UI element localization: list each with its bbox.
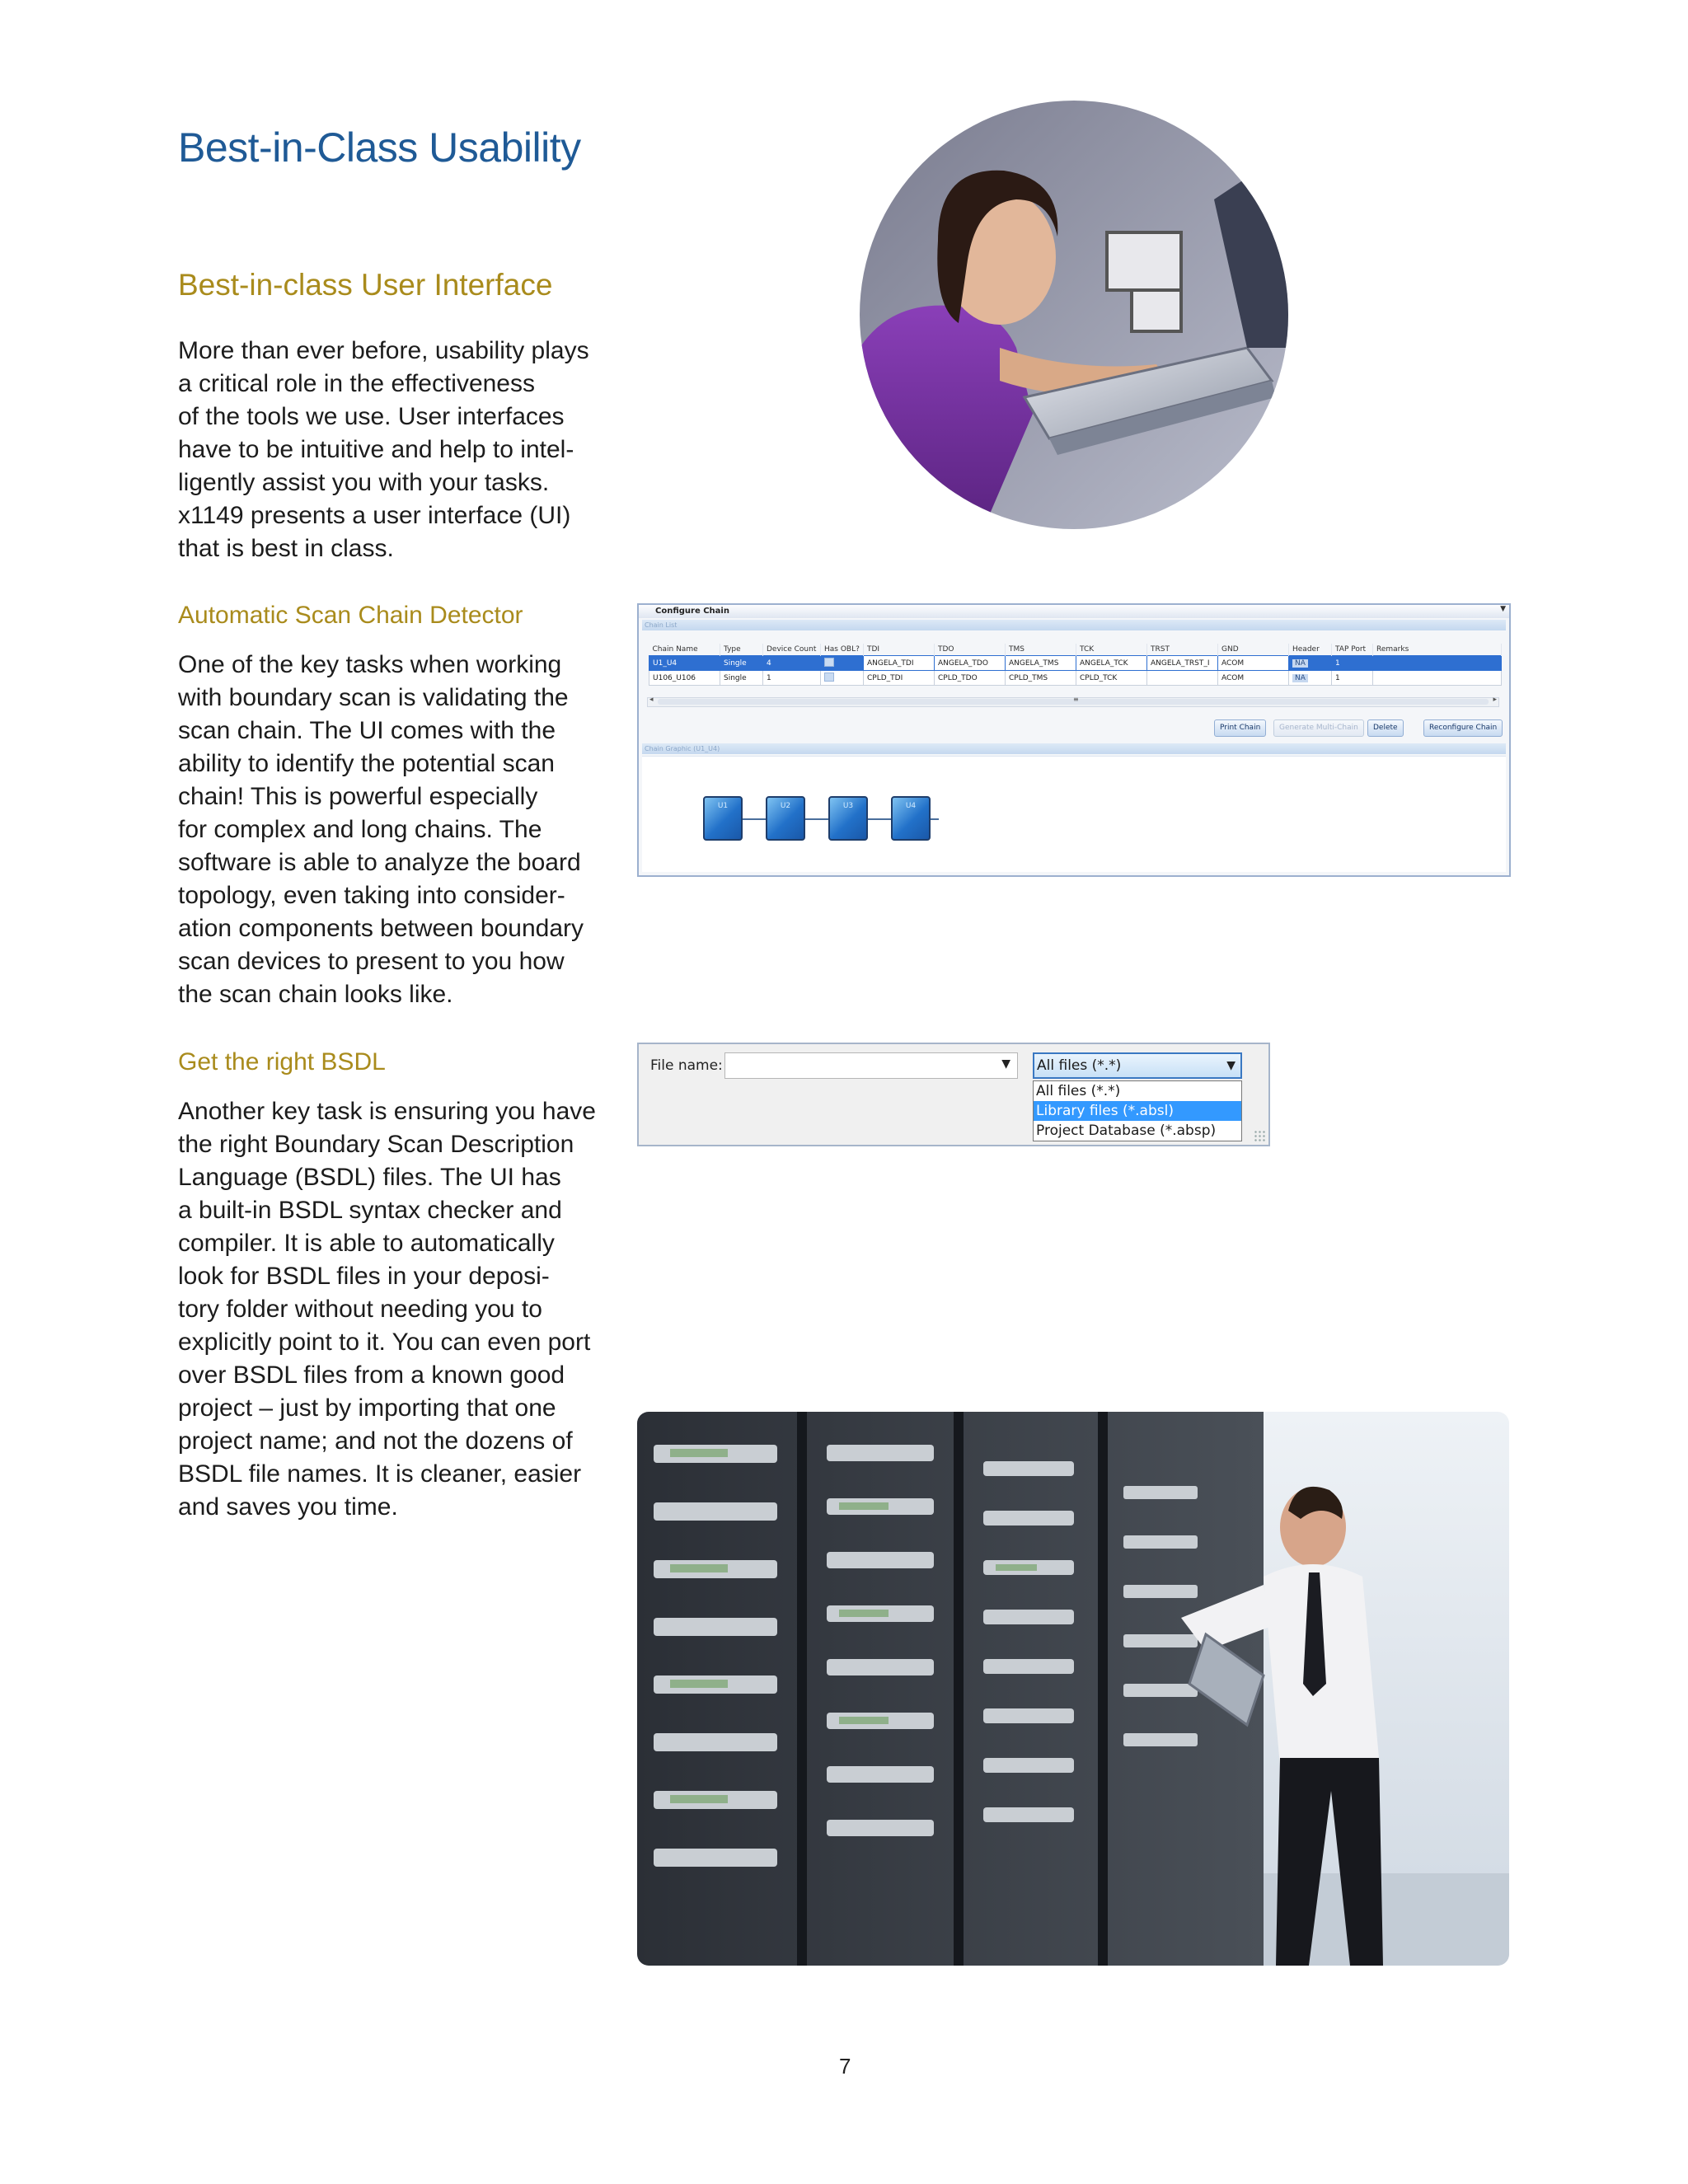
text-line: for complex and long chains. The <box>178 816 542 843</box>
column-header[interactable]: TMS <box>1006 644 1076 656</box>
reconfigure-chain-button[interactable]: Reconfigure Chain <box>1423 719 1503 737</box>
file-type-option[interactable]: Project Database (*.absp) <box>1036 1122 1217 1139</box>
print-chain-button[interactable]: Print Chain <box>1214 719 1266 737</box>
section-heading-chain: Automatic Scan Chain Detector <box>178 602 523 629</box>
text-line: topology, even taking into consider- <box>178 882 565 909</box>
table-cell[interactable] <box>1373 671 1502 686</box>
text-line: chain! This is powerful especially <box>178 783 538 810</box>
table-cell[interactable]: ANGELA_TDO <box>935 656 1006 671</box>
table-cell[interactable]: CPLD_TDO <box>935 671 1006 686</box>
page-number: 7 <box>839 2054 851 2079</box>
table-cell[interactable]: CPLD_TDI <box>864 671 935 686</box>
table-cell[interactable]: 1 <box>763 671 821 686</box>
table-cell[interactable] <box>1289 656 1332 671</box>
table-row[interactable] <box>649 656 1502 671</box>
table-cell[interactable]: ANGELA_TMS <box>1006 656 1076 671</box>
server-room-technician-photo <box>637 1412 1509 1966</box>
chain-device-u3[interactable]: U3 <box>828 796 868 841</box>
table-cell[interactable]: ANGELA_TCK <box>1076 656 1147 671</box>
table-cell[interactable]: U1_U4 <box>649 656 720 671</box>
table-row[interactable] <box>649 671 1502 686</box>
file-type-selected: All files (*.*) <box>1037 1057 1122 1074</box>
section-heading-ui: Best-in-class User Interface <box>178 268 553 302</box>
text-line: software is able to analyze the board <box>178 849 581 876</box>
has-obl-checkbox[interactable] <box>824 673 834 682</box>
table-cell[interactable]: Single <box>720 671 763 686</box>
text-line: the scan chain looks like. <box>178 981 453 1008</box>
text-line: BSDL file names. It is cleaner, easier <box>178 1460 582 1488</box>
chain-device-u4[interactable]: U4 <box>891 796 931 841</box>
column-header[interactable]: Type <box>720 644 763 656</box>
chevron-down-icon[interactable]: ▼ <box>1226 1059 1236 1072</box>
table-cell[interactable] <box>1373 656 1502 671</box>
text-line: the right Boundary Scan Description <box>178 1131 574 1158</box>
table-cell[interactable]: U106_U106 <box>649 671 720 686</box>
text-line: have to be intuitive and help to intel- <box>178 436 574 463</box>
text-line: scan devices to present to you how <box>178 948 565 975</box>
text-line: explicitly point to it. You can even port <box>178 1329 591 1356</box>
column-header[interactable]: TCK <box>1076 644 1147 656</box>
column-header[interactable]: TRST <box>1147 644 1218 656</box>
text-line: project name; and not the dozens of <box>178 1427 573 1455</box>
column-header[interactable]: TAP Port <box>1332 644 1373 656</box>
table-cell[interactable]: 1 <box>1332 656 1373 671</box>
paragraph-bsdl <box>178 1095 607 1524</box>
text-line: with boundary scan is validating the <box>178 684 569 711</box>
table-cell[interactable]: ACOM <box>1218 671 1289 686</box>
table-cell[interactable]: 4 <box>763 656 821 671</box>
file-name-label: File name: <box>650 1057 723 1074</box>
chain-list-table <box>649 644 1502 686</box>
text-line: ability to identify the potential scan <box>178 750 555 777</box>
file-type-select[interactable] <box>1033 1052 1242 1079</box>
column-header[interactable]: GND <box>1218 644 1289 656</box>
table-cell[interactable]: ANGELA_TRST_I <box>1147 656 1218 671</box>
text-line: x1149 presents a user interface (UI) <box>178 502 571 529</box>
table-cell[interactable]: CPLD_TMS <box>1006 671 1076 686</box>
table-cell[interactable]: CPLD_TCK <box>1076 671 1147 686</box>
text-line: One of the key tasks when working <box>178 651 562 678</box>
horizontal-scrollbar[interactable] <box>647 697 1499 707</box>
generate-multi-chain-button[interactable]: Generate Multi-Chain <box>1273 719 1364 737</box>
chain-device-u2[interactable]: U2 <box>766 796 805 841</box>
resize-grip-icon[interactable] <box>1254 1130 1265 1141</box>
text-line: ation components between boundary <box>178 915 584 942</box>
header-dropdown[interactable]: NA <box>1292 674 1308 682</box>
pin-icon[interactable]: ▼ <box>1500 605 1506 613</box>
chain-device-u1[interactable]: U1 <box>703 796 743 841</box>
file-type-options <box>1033 1080 1242 1141</box>
file-name-input[interactable] <box>724 1052 1018 1079</box>
file-type-option[interactable]: Library files (*.absl) <box>1034 1101 1241 1121</box>
paragraph-chain <box>178 649 607 1011</box>
text-line: ligently assist you with your tasks. <box>178 469 550 496</box>
has-obl-checkbox[interactable] <box>824 658 834 667</box>
table-cell[interactable] <box>821 656 864 671</box>
chevron-down-icon[interactable]: ▼ <box>1001 1057 1010 1071</box>
column-header[interactable]: TDO <box>935 644 1006 656</box>
configure-chain-window <box>637 603 1511 877</box>
delete-button[interactable]: Delete <box>1367 719 1404 737</box>
header-dropdown[interactable]: NA <box>1292 659 1308 668</box>
table-cell[interactable] <box>821 671 864 686</box>
text-line: and saves you time. <box>178 1493 398 1521</box>
scroll-grip-icon: ≡ <box>1073 696 1079 703</box>
page-title: Best-in-Class Usability <box>178 124 581 171</box>
scroll-left-icon[interactable]: ◂ <box>649 696 654 704</box>
file-open-dialog <box>637 1043 1270 1146</box>
file-type-option[interactable]: All files (*.*) <box>1036 1083 1121 1099</box>
text-line: of the tools we use. User interfaces <box>178 403 565 430</box>
table-cell[interactable]: ANGELA_TDI <box>864 656 935 671</box>
text-line: More than ever before, usability plays <box>178 337 589 364</box>
text-line: over BSDL files from a known good <box>178 1361 565 1389</box>
column-header[interactable]: Device Count <box>763 644 821 656</box>
section-heading-bsdl: Get the right BSDL <box>178 1048 386 1076</box>
scroll-right-icon[interactable]: ▸ <box>1493 696 1497 704</box>
table-cell[interactable]: ACOM <box>1218 656 1289 671</box>
window-title: Configure Chain <box>639 605 1509 618</box>
table-cell[interactable]: Single <box>720 656 763 671</box>
chain-list-header: Chain List <box>642 620 1506 630</box>
column-header[interactable]: TDI <box>864 644 935 656</box>
text-line: project – just by importing that one <box>178 1394 556 1422</box>
column-header[interactable]: Remarks <box>1373 644 1502 656</box>
text-line: tory folder without needing you to <box>178 1296 542 1323</box>
column-header[interactable]: Header <box>1289 644 1332 656</box>
chain-graphic-header: Chain Graphic (U1_U4) <box>642 743 1506 754</box>
text-line: look for BSDL files in your deposi- <box>178 1263 550 1290</box>
text-line: that is best in class. <box>178 535 394 562</box>
text-line: a critical role in the effectiveness <box>178 370 535 397</box>
text-line: Language (BSDL) files. The UI has <box>178 1164 561 1191</box>
woman-with-laptop-photo <box>860 101 1288 529</box>
text-line: a built-in BSDL syntax checker and <box>178 1197 562 1224</box>
table-cell[interactable] <box>1289 671 1332 686</box>
column-header[interactable]: Chain Name <box>649 644 720 656</box>
photo-illustration <box>637 1412 1509 1966</box>
text-line: compiler. It is able to automatically <box>178 1230 555 1257</box>
photo-illustration <box>860 101 1288 529</box>
paragraph-ui <box>178 335 607 565</box>
text-line: Another key task is ensuring you have <box>178 1098 596 1125</box>
text-line: scan chain. The UI comes with the <box>178 717 556 744</box>
table-header-row <box>649 644 1502 656</box>
table-cell[interactable] <box>1147 671 1218 686</box>
column-header[interactable]: Has OBL? <box>821 644 864 656</box>
table-cell[interactable]: 1 <box>1332 671 1373 686</box>
